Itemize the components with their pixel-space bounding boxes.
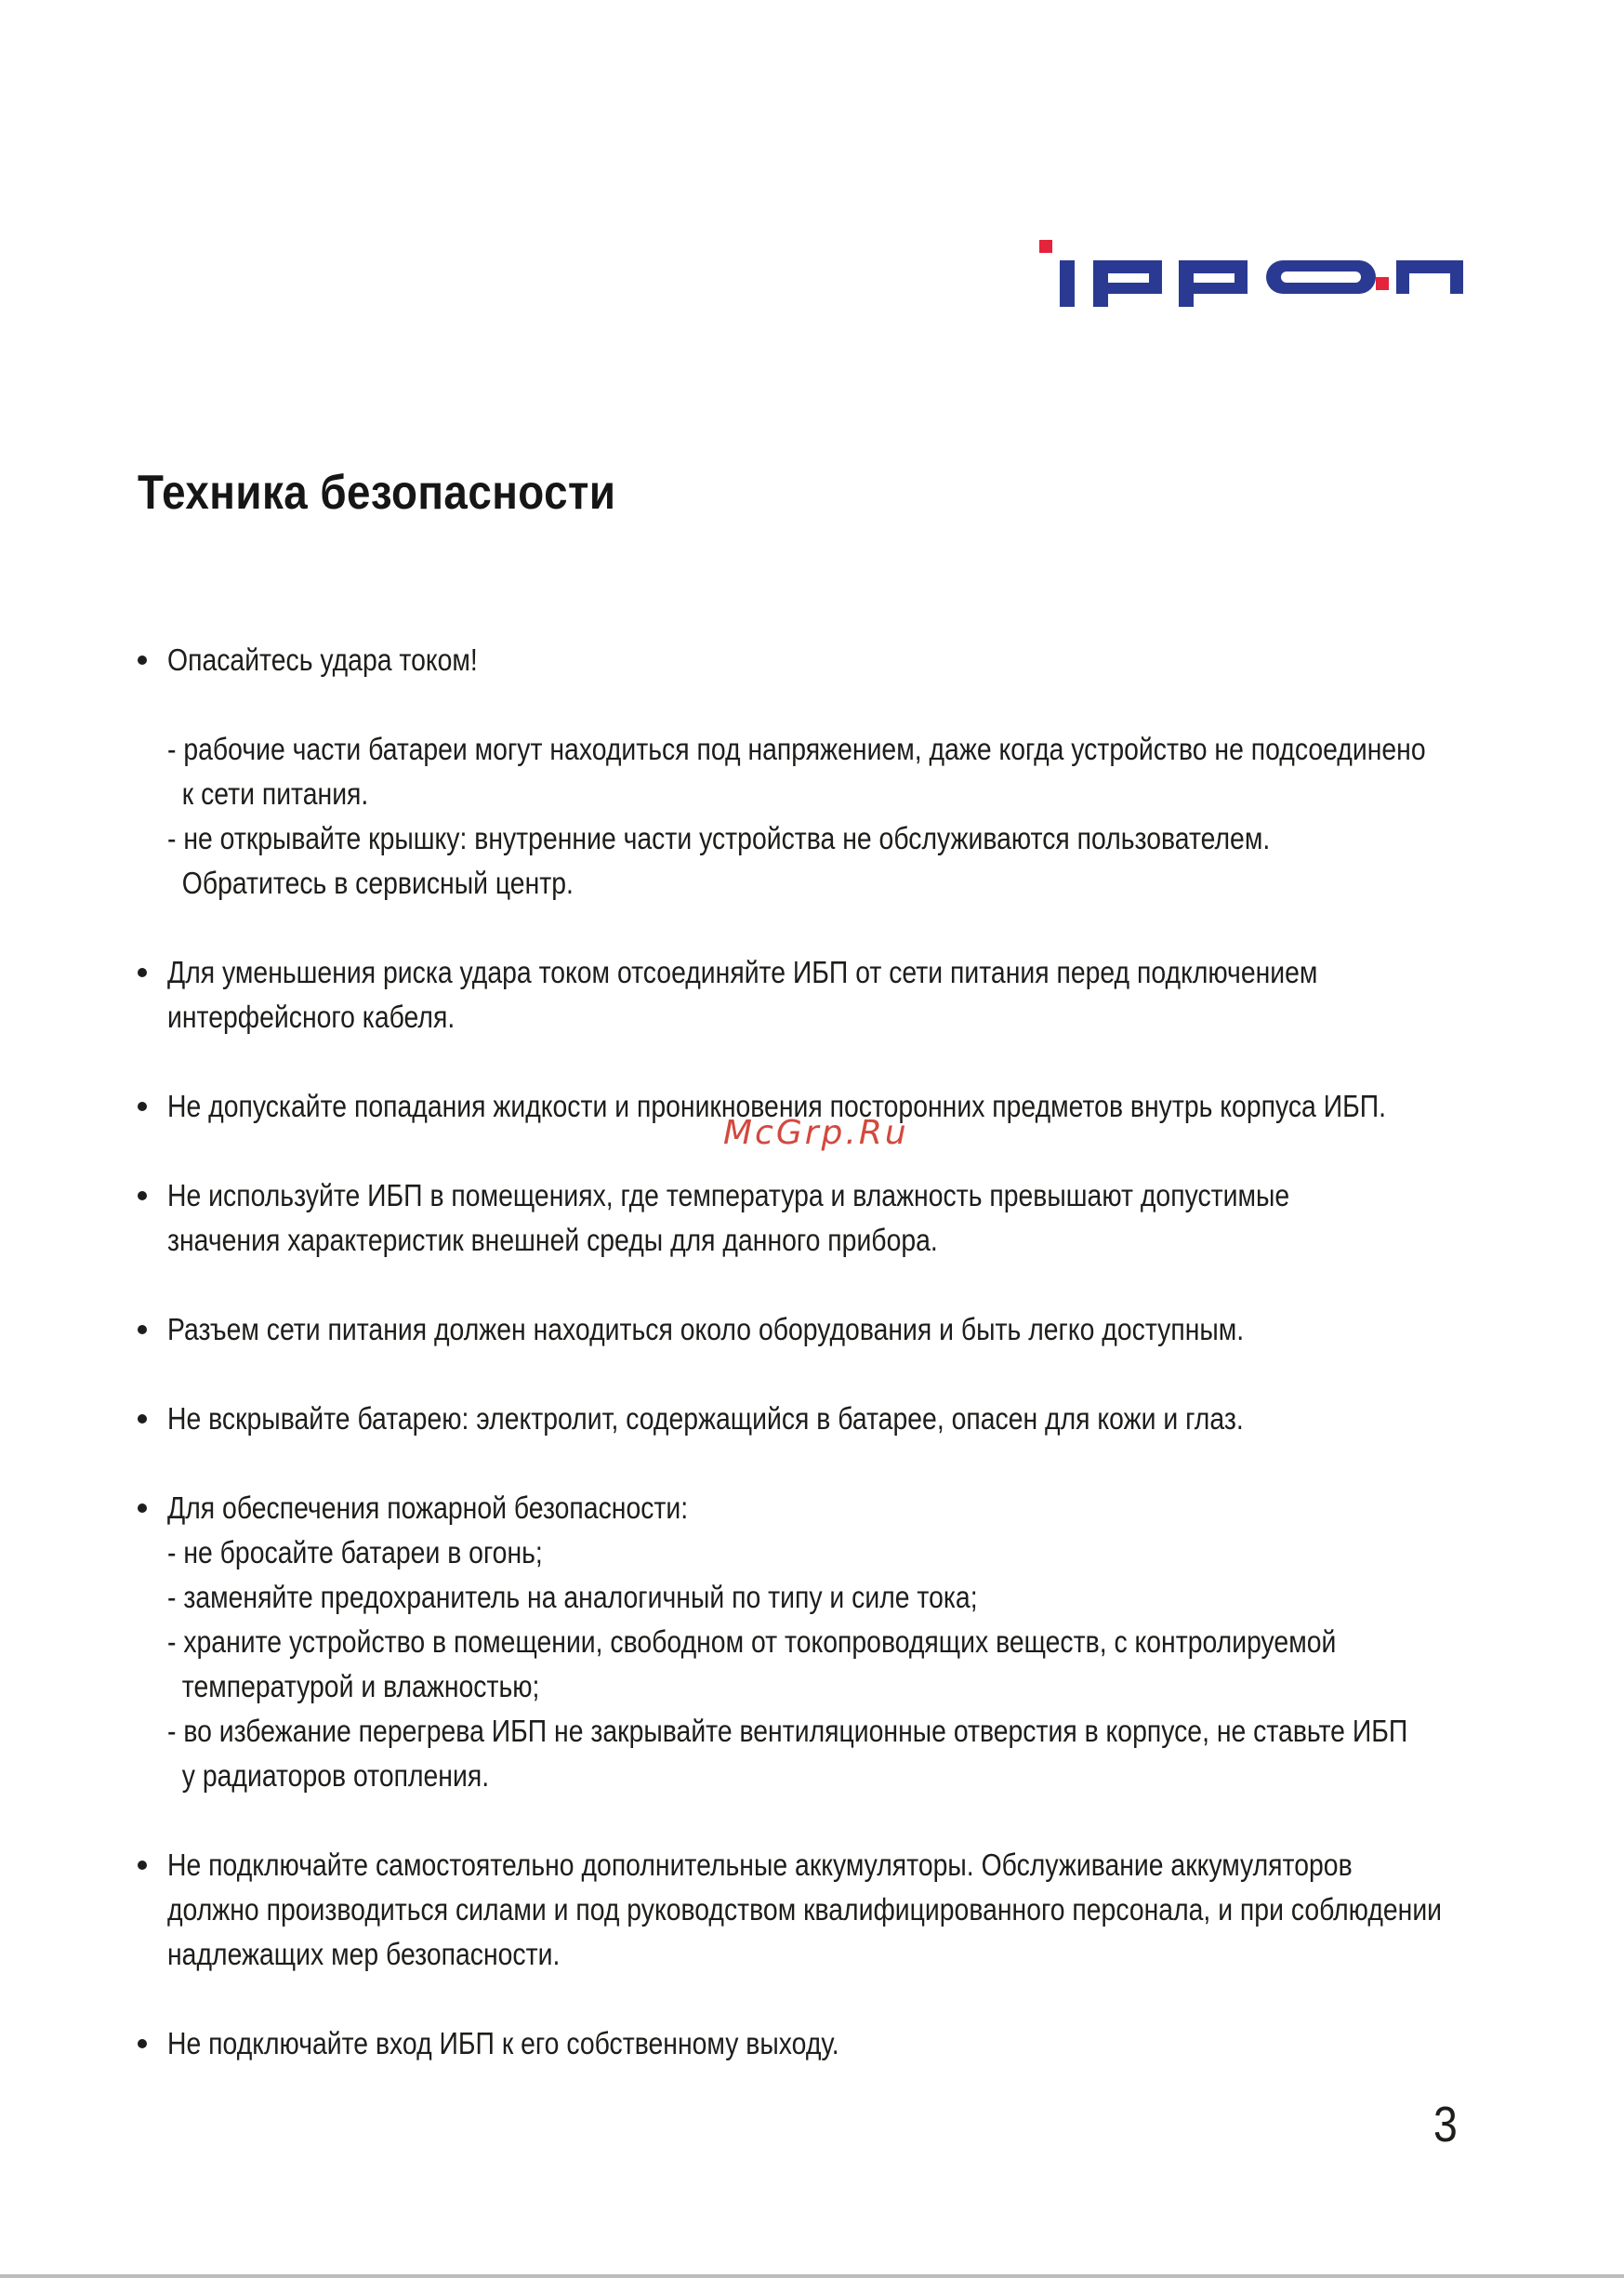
bullet-icon — [138, 968, 147, 977]
item-line: Не допускайте попадания жидкости и проникновения посторонних предметов внутрь корпуса ИБП. — [167, 1089, 1387, 1123]
logo-letter-n — [1396, 260, 1463, 294]
subitem-line: - не открывайте крышку: внутренние части устройства не обслуживаются пользователем. — [167, 821, 1271, 855]
logo-accent-square — [1376, 277, 1389, 290]
item-line: интерфейсного кабеля. — [167, 1000, 456, 1034]
list-item — [138, 1307, 1513, 1352]
logo-letter-p2 — [1179, 260, 1248, 307]
list-item — [138, 1486, 1513, 1798]
list-item — [138, 1843, 1513, 1977]
subitem-line: - заменяйте предохранитель на аналогичный по типу и силе тока; — [167, 1580, 978, 1614]
item-line: Не подключайте самостоятельно дополнительные аккумуляторы. Обслуживание аккумуляторов — [167, 1848, 1353, 1882]
list-item — [138, 1173, 1513, 1263]
subitem-line: к сети питания. — [167, 776, 369, 811]
page-number: 3 — [1433, 2097, 1458, 2152]
list-item — [138, 1397, 1513, 1441]
logo-letter-p1 — [1093, 260, 1162, 307]
logo-letter-o — [1266, 260, 1376, 294]
item-line: Не используйте ИБП в помещениях, где температура и влажность превышают допустимые — [167, 1178, 1290, 1212]
logo-accent-dot-top — [1039, 240, 1052, 253]
subitem-line: Обратитесь в сервисный центр. — [167, 866, 574, 900]
subitem-line: температурой и влажностью; — [167, 1669, 540, 1703]
subitem-line: - во избежание перегрева ИБП не закрывайте вентиляционные отверстия в корпусе, не ставьте ИБП — [167, 1714, 1408, 1748]
subitem-line: - храните устройство в помещении, свободном от токопроводящих веществ, с контролируемой — [167, 1624, 1337, 1659]
brand-logo — [1039, 240, 1463, 309]
item-line: Для уменьшения риска удара током отсоединяйте ИБП от сети питания перед подключением — [167, 955, 1318, 989]
item-line: Не вскрывайте батарею: электролит, содержащийся в батарее, опасен для кожи и глаз. — [167, 1401, 1244, 1436]
list-item — [138, 2021, 1513, 2066]
page-title: Техника безопасности — [138, 466, 616, 520]
subitem-line: у радиаторов отопления. — [167, 1758, 490, 1793]
bullet-icon — [138, 1503, 147, 1513]
bullet-icon — [138, 1325, 147, 1334]
list-item — [138, 950, 1513, 1040]
bullet-icon — [138, 656, 147, 665]
logo-letter-i — [1060, 260, 1075, 307]
bullet-icon — [138, 1102, 147, 1111]
bullet-icon — [138, 1861, 147, 1870]
item-line: Не подключайте вход ИБП к его собственному выходу. — [167, 2026, 839, 2060]
page-bottom-rule — [0, 2274, 1624, 2278]
watermark: McGrp.Ru — [723, 1114, 909, 1152]
subitem-line: - рабочие части батареи могут находиться под напряжением, даже когда устройство не подсоединено — [167, 732, 1426, 766]
bullet-icon — [138, 1414, 147, 1424]
bullet-icon — [138, 1191, 147, 1200]
item-line: должно производиться силами и под руководством квалифицированного персонала, и при соблюдении — [167, 1892, 1443, 1927]
item-line: надлежащих мер безопасности. — [167, 1937, 561, 1971]
sublist — [138, 727, 1513, 906]
ippon-logo-mark — [1039, 240, 1463, 309]
bullet-icon — [138, 2039, 147, 2048]
list-item — [138, 638, 1513, 682]
item-line: значения характеристик внешней среды для данного прибора. — [167, 1223, 938, 1257]
subitem-line: - не бросайте батареи в огонь; — [167, 1535, 543, 1569]
item-line: Разъем сети питания должен находиться около оборудования и быть легко доступным. — [167, 1312, 1245, 1346]
item-line: Опасайтесь удара током! — [167, 642, 478, 677]
item-line: Для обеспечения пожарной безопасности: — [167, 1490, 689, 1525]
safety-list — [138, 638, 1513, 2066]
